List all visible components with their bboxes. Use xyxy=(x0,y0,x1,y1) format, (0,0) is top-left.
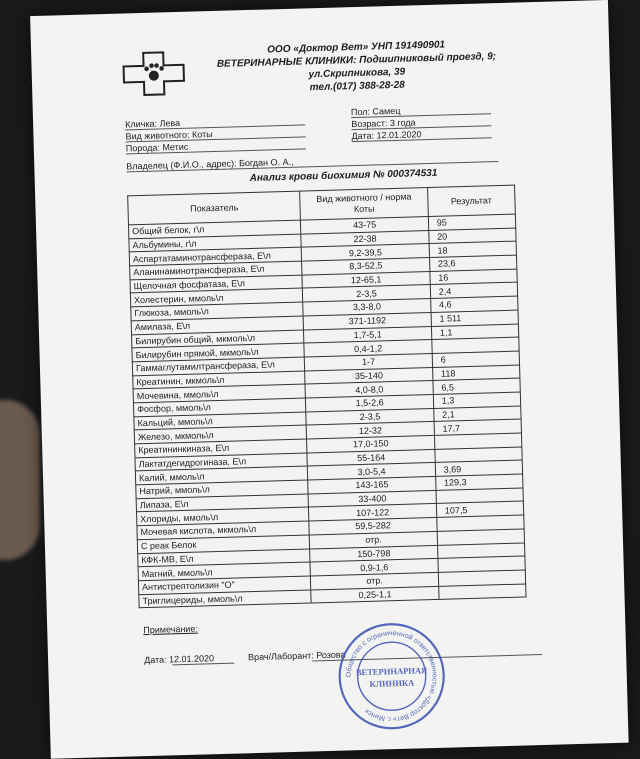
norm-cell: 1-7 xyxy=(305,353,433,370)
stamp-ring-text: Общество с ограниченной ответственностью «Доктор Вет» г. Минск xyxy=(345,630,438,723)
result-cell: 2,1 xyxy=(433,406,521,422)
clinic-logo-icon xyxy=(121,50,186,98)
param-cell: Магний, ммоль\л xyxy=(138,562,311,580)
result-cell: 23,6 xyxy=(429,255,517,271)
analysis-sheet xyxy=(30,0,629,759)
norm-cell: 59,5-282 xyxy=(309,518,437,535)
param-cell: Аланинаминотрансфераза, Е\л xyxy=(130,261,303,279)
param-cell: Кальций, ммоль\л xyxy=(134,412,307,430)
footer-date: Дата: 12.01.2020 xyxy=(144,653,215,666)
param-cell: Билирубин прямой, мкмоль\л xyxy=(132,343,305,361)
param-cell: Мочевина, ммоль\л xyxy=(133,384,306,402)
param-cell: Альбумины, г\л xyxy=(129,234,302,252)
header-norm xyxy=(300,188,428,221)
phone-line: тел.(017) 388-28-28 xyxy=(309,79,405,94)
param-cell: Креатининкиназа, Е\л xyxy=(135,439,308,457)
pet-name: Кличка: Лева xyxy=(125,117,181,130)
results-table-body xyxy=(128,214,526,608)
norm-cell: 1,7-5,1 xyxy=(304,326,432,343)
header-norm-species: Коты xyxy=(353,203,375,215)
result-cell: 107,5 xyxy=(436,501,524,517)
visit-date: Дата: 12.01.2020 xyxy=(351,129,422,142)
result-cell: 20 xyxy=(429,228,517,244)
norm-cell: 0,9-1,6 xyxy=(310,559,438,576)
result-cell: 2,4 xyxy=(430,283,518,299)
param-cell: Аспартатаминотрансфераза, Е\л xyxy=(129,247,302,265)
norm-cell: 43-75 xyxy=(301,217,429,234)
norm-cell: 2-3,5 xyxy=(303,285,431,302)
result-cell: 6,5 xyxy=(433,378,521,394)
param-cell: Глюкоза, ммоль\л xyxy=(131,302,304,320)
norm-cell: отр. xyxy=(310,531,438,548)
param-cell: Натрий, ммоль\л xyxy=(136,480,309,498)
param-cell: Общий белок, г\л xyxy=(128,220,301,238)
norm-cell: 55-164 xyxy=(307,449,435,466)
norm-cell: 3,3-8,0 xyxy=(303,299,431,316)
stamp-center-text: ВЕТЕРИНАРНАЯ xyxy=(355,665,428,678)
norm-cell: 150-798 xyxy=(310,545,438,562)
hand-background xyxy=(0,400,40,560)
footer-doctor: Врач/Лаборант: Розова xyxy=(247,649,346,663)
result-cell: 3,69 xyxy=(435,460,523,476)
norm-cell: 2-3,5 xyxy=(306,408,434,425)
norm-cell: 107-122 xyxy=(309,504,437,521)
param-cell: Щелочная фосфатаза, Е\л xyxy=(130,275,303,293)
param-cell: КФК-МВ, Е\л xyxy=(138,548,311,566)
result-cell: 1 511 xyxy=(431,310,519,326)
owner-field xyxy=(126,151,498,171)
company-line: ООО «Доктор Вет» УНП 191490901 xyxy=(267,39,446,56)
norm-cell: 143-165 xyxy=(308,476,436,493)
sex: Пол: Самец xyxy=(350,105,401,118)
norm-cell: 12-65,1 xyxy=(302,271,430,288)
results-table xyxy=(127,185,526,609)
param-cell: Билирубин общий, мкмоль\л xyxy=(132,330,305,348)
result-cell xyxy=(438,584,526,600)
norm-cell: 33-400 xyxy=(308,490,436,507)
owner: Владелец (Ф.И.О., адрес): Богдан О. А., xyxy=(126,156,294,172)
norm-cell: 8,3-52,5 xyxy=(302,258,430,275)
norm-cell: отр. xyxy=(311,572,439,589)
param-cell: Гаммаглутамилтрансфераза, Е\л xyxy=(132,357,305,375)
norm-cell: 0,25-1,1 xyxy=(311,586,439,603)
param-cell: Креатинин, мкмоль\л xyxy=(133,371,306,389)
param-cell: Антистрептолизин "О" xyxy=(138,576,311,594)
analysis-title: Анализ крови биохимия № 000374531 xyxy=(249,167,438,184)
age: Возраст: 3 года xyxy=(351,117,416,130)
species: Вид животного: Коты xyxy=(125,129,213,142)
result-cell: 4,6 xyxy=(430,296,518,312)
param-cell: Хлориды, ммоль\л xyxy=(137,507,310,525)
param-cell: Калий, ммоль\л xyxy=(135,466,308,484)
norm-cell: 1,5-2,6 xyxy=(306,394,434,411)
result-cell: 1,1 xyxy=(431,324,519,340)
norm-cell: 0,4-1,2 xyxy=(304,340,432,357)
param-cell: Холестерин, ммоль\л xyxy=(130,289,303,307)
clinic-stamp xyxy=(335,620,448,733)
header-norm-label: Вид животного / норма xyxy=(316,191,412,205)
norm-cell: 17,0-150 xyxy=(307,435,435,452)
param-cell: Фосфор, ммоль\л xyxy=(133,398,306,416)
norm-cell: 9,2-39,5 xyxy=(302,244,430,261)
param-cell: Триглицериды, ммоль\л xyxy=(139,590,312,608)
result-cell: 16 xyxy=(430,269,518,285)
result-cell: 1,3 xyxy=(433,392,521,408)
norm-cell: 12-32 xyxy=(307,422,435,439)
norm-cell: 371-1192 xyxy=(304,312,432,329)
norm-cell: 4,0-8,0 xyxy=(305,381,433,398)
clinic-header xyxy=(206,37,507,97)
norm-cell: 22-38 xyxy=(301,230,429,247)
header-parameter: Показатель xyxy=(128,191,301,225)
norm-cell: 35-140 xyxy=(305,367,433,384)
norm-cell: 3,0-5,4 xyxy=(308,463,436,480)
note-label: Примечание: xyxy=(143,623,199,636)
result-cell: 118 xyxy=(432,365,520,381)
breed: Порода: Метис xyxy=(125,141,189,154)
result-cell: 129,3 xyxy=(435,474,523,490)
address-line: ул.Скрипникова, 39 xyxy=(308,66,406,81)
param-cell: Железо, мкмоль\л xyxy=(134,425,307,443)
result-cell: 17,7 xyxy=(434,419,522,435)
param-cell: Лактатдегидрогиназа, Е\л xyxy=(135,453,308,471)
stamp-center-text-2: КЛИНИКА xyxy=(369,677,415,689)
param-cell: Амилаза, Е\л xyxy=(131,316,304,334)
param-cell: Мочевая кислота, мкмоль\л xyxy=(137,521,310,539)
param-cell: С реак Белок xyxy=(137,535,310,553)
result-cell: 18 xyxy=(429,241,517,257)
clinic-line: ВЕТЕРИНАРНЫЕ КЛИНИКИ: Подшипниковый проезд, 9; xyxy=(216,51,497,70)
param-cell: Липаза, Е\л xyxy=(136,494,309,512)
result-cell: 95 xyxy=(428,214,516,230)
header-result: Результат xyxy=(427,185,515,216)
result-cell: 6 xyxy=(432,351,520,367)
